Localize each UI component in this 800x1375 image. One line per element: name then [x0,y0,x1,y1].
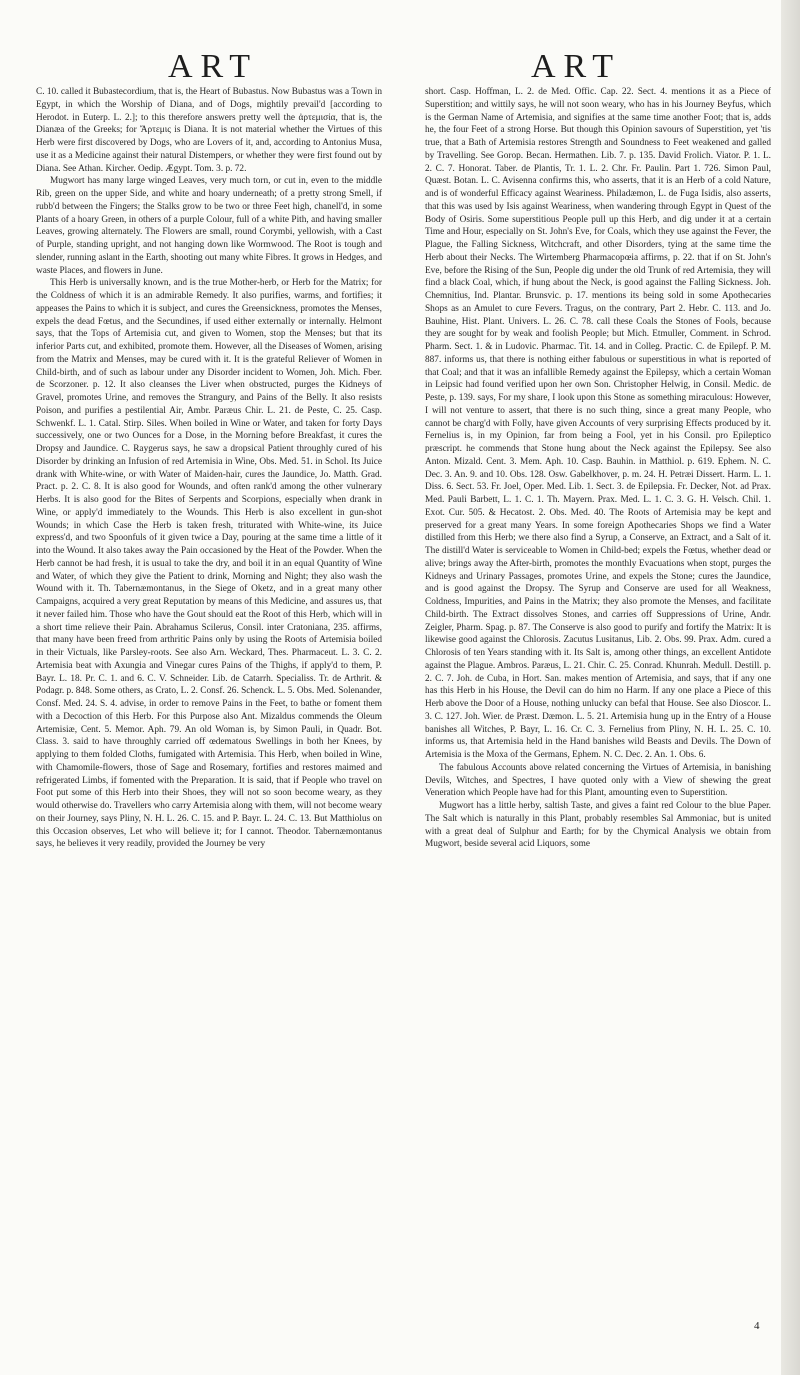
page-gutter-shadow [781,0,800,1375]
left-text-column [36,86,382,1316]
paragraph: C. 10. called it Bubastecordium, that is, the Heart of Bubastus. Now Bubastus was a Town in Egypt, in which the Worship of Diana, and of Dogs, mightily prevail'd [according to Herodot. in Euterp. L. 2.]; to this therefore answers pretty well the ἀρτεμισία, that is, the Dianæa of the Greeks; for Ἄρτεμις is Diana. It is not material whether the Virtues of this Herb were first discovered by Dogs, who are Lovers of it, and, according to Antonius Musa, use it as a Medicine against their natural Distempers, or whether they were first found out by Diana. See Athan. Kircher. Oedip. Ægypt. Tom. 3. p. 72. [36,87,382,174]
paragraph: The fabulous Accounts above related concerning the Virtues of Artemisia, in banishing Devils, Witches, and Spectres, I have quoted only with a View of shewing the great Veneration which People have had for this Plant, amounting even to Superstition. [425,762,771,799]
right-text-column [425,86,771,1316]
page-number: 4 [754,1320,760,1332]
paragraph: Mugwort has a little herby, saltish Taste, and gives a faint red Colour to the blue Paper. The Salt which is naturally in this Plant, probably resembles Sal Ammoniac, but is united with a great deal of Sulphur and Earth; for by the Chymical Analysis we obtain from Mugwort, beside several acid Liquors, some [425,801,771,850]
paragraph: short. Casp. Hoffman, L. 2. de Med. Offic. Cap. 22. Sect. 4. mentions it as a Piece of Superstition; and wittily says, he will not soon weary, who has in his Journey Beyfus, which is the German Name of Artemisia, and signifies at the same time another Foot; that is, adds he, the four Feet of a strong Horse. But though this Opinion savours of Superstition, yet 'tis true, that a Bath of Artemisia restores Strength and Soundness to Feet weakened and galled by Travelling. See Gorop. Becan. Hermathen. Lib. 7. p. 135. David Frolich. Viator. P. 1. L. 2. C. 7. Honorat. Taber. de Plantis, Tr. 1. L. 2. Chr. Fr. Paulin. Part 1. 726. Simon Paul, Quæst. Botan. L. C. Avisenna confirms this, who asserts, that it is an Herb of a cold Nature, and is of wonderful Efficacy against Weariness. Philadæmon, L. de Fuga Isidis, also asserts, that this was used by Isis against Weariness, when wandering through Egypt in Quest of the Body of Osiris. Some superstitious People pull up this Herb, and dig under it at a certain Time and Hour, especially on St. John's Eve, for Coals, which they use against the Fever, the Plague, the Falling Sickness, Witchcraft, and other Disorders, tying at the same time the Herb about their Necks. The Wirtemberg Pharmacopœia affirms, p. 22. that if on St. John's Eve, before the Rising of the Sun, People dig under the old Trunk of red Artemisia, they will find a black Coal, which, if hung about the Neck, is good against the Falling Sickness. Joh. Chemnitius, Ind. Plantar. Brunsvic. p. 17. mentions its being sold in some Apothecaries Shops as an Amulet to cure Fevers. Tragus, on the contrary, Part 2. Hebr. C. 113. and Jo. Bauhine, Hist. Plant. Univers. L. 26. C. 78. call these Coals the Stones of Fools, because they are sought for by weak and foolish People; but Mich. Etmuller, Comment. in Schrod. Pharm. Sect. 1. & in Ludovic. Pharmac. Tit. 14. and in Colleg. Practic. C. de Epilepf. P. M. 887. informs us, that there is nothing either fabulous or superstitious in what is reported of that Coal; and that it was an infallible Remedy against the Epilepsy, which a certain Woman in Leipsic had found verified upon her own Son. Christopher Helwig, in Consil. Medic. de Peste, p. 139. says, For my share, I look upon this Stone as something miraculous: However, I will not venture to assert, that there is no such thing, since a great many People, who cannot be charg'd with Folly, have given Accounts of very surprising Effects produced by it. Fernelius is, in my Opinion, far from being a Fool, yet in his Consil. pro Epileptico præscript. he commends that Stone hung about the Neck against the Epilepsy. See also Anton. Mizald. Cent. 3. Mem. Aph. 10. Casp. Bauhin. in Matthiol. p. 619. Ephem. N. C. Dec. 3. An. 9. and 10. Obs. 128. Osw. Gabelkhover, p. m. 24. H. Petræi Dissert. Harm. L. 1. Diss. 6. Sect. 53. Fr. Joel, Oper. Med. Lib. 1. Sect. 3. de Epilepsia. Fr. Decker, Not. ad Prax. Med. Pauli Barbett, L. 1. C. 1. Th. Mayern. Prax. Med. L. 1. C. 3. G. H. Velsch. Chil. 1. Exot. Cur. 505. & Hecatost. 2. Obs. Med. 40. The Roots of Artemisia may be kept and preserved for a great many Years. In some foreign Apothecaries Shops we find a Water distilled from this Herb; we there also find a Syrup, a Conserve, an Extract, and a Salt of it. The distill'd Water is serviceable to Women in Child-bed; expels the Fœtus, whether dead or alive; brings away the After-birth, promotes the monthly Evacuations when stopt, purges the Kidneys and Urinary Passages, promotes Urine, and expels the Stone; cures the Jaundice, and is good against the Dropsy. The Syrup and Conserve are used for all Weakness, Coldness, Impurities, and Pains in the Matrix; they also promote the Menses, and facilitate Child-birth. The Extract dissolves Stones, and carries off Suppressions of Urine, Andr. Zeigler, Pharm. Spag. p. 87. The Conserve is also good to purify and fortify the Matrix: It is likewise good against the Chlorosis. Zacutus Lusitanus, Lib. 2. Obs. 99. Prax. Adm. cured a Chlorosis of ten Years standing with it. Its Salt is, among other things, an excellent Antidote against the Plague. Ambros. Paræus, L. 21. Chir. C. 25. Conrad. Khunrah. Medull. Destill. p. 2. C. 7. Joh. de Cuba, in Hort. San. makes mention of Artemisia, and says, that if any one has this Herb in his House, the Devil can do him no Harm. If any one place a Piece of this Herb above the Door of a House, nothing unlucky can befal that House. See also Dioscor. L. 3. C. 127. Joh. Wier. de Præst. Dæmon. L. 5. 21. Artemisia hung up in the Entry of a House banishes all Witches, P. Bayr, L. 16. Cr. C. 3. Fernelius from Pliny, N. H. L. 25. C. 10. informs us, that Artemisia held in the Hand banishes wild Beasts and Devils. The Down of Artemisia is the Moxa of the Germans, Ephem. N. C. Dec. 2. An. 1. Obs. 6. [425,87,771,760]
paragraph: Mugwort has many large winged Leaves, very much torn, or cut in, even to the middle Rib, green on the upper Side, and white and hoary underneath; of a pretty strong Smell, if rubb'd between the Fingers; the Stalks grow to be two or three Feet high, chanell'd, in some Plants of a hoary Green, in others of a purple Colour, full of a white Pith, and having smaller Leaves, growing alternately. The Flowers are small, round Corymbi, yellowish, with a Cast of Purple, standing upright, and not hanging down like Wormwood. The Root is tough and slender, running aslant in the Earth, shooting out many white Fibres. It grows in Hedges, and waste Places, and flowers in June. [36,176,382,276]
paragraph: This Herb is universally known, and is the true Mother-herb, or Herb for the Matrix; for the Coldness of which it is an admirable Remedy. It also purifies, warms, and fortifies; it appeases the Pains to which it is subject, and cures the Greensickness, promotes the Menses, expels the dead Fœtus, and the Secundines, if used either externally or internally. Helmont says, that the Tops of Artemisia cut, and given to Women, stop the Menses; but that its inferior Parts cut, and exhibited, promote them. However, all the Diseases of Women, arising from the Matrix and Menses, may be cured with it. It is the grateful Reliever of Women in Child-birth, and of such as labour under any Disorder incident to Women, Joh. Mich. Fber. de Scorzoner. p. 12. It also cleanses the Liver when obstructed, purges the Kidneys of Gravel, promotes Urine, and removes the Strangury, and Pains of the Belly. It also resists Poison, and purifies a pestilential Air, Ambr. Paræus Chir. L. 21. de Peste, C. 25. Casp. Schwenkf. L. 1. Catal. Stirp. Siles. When boiled in Wine or Water, and taken for forty Days successively, one or two Ounces for a Dose, in the Morning before Breakfast, it cures the Dropsy and Jaundice. C. Raygerus says, he saw a dropsical Patient throughly cured of his Disorder by drinking an Infusion of red Artemisia in Wine, Obs. Med. 51. in Schol. Its Juice drank with White-wine, or with Water of Maiden-hair, cures the Jaundice, Jo. Matth. Grad. Pract. p. 2. C. 8. It is also good for Wounds, and often rank'd among the other vulnerary Herbs. It is also good for the Bites of Serpents and Scorpions, especially when drank in Wine, or apply'd immediately to the Wounds. This Herb is also excellent in gun-shot Wounds; in which Case the Herb is taken fresh, triturated with White-wine, its Juice express'd, and two Spoonfuls of it given twice a Day, pouring at the same time a little of it into the Wound. It also takes away the Pain occasioned by the Heat of the Powder. When the Herb cannot be had fresh, it is usual to take the dry, and boil it in an equal Quantity of Wine and Water, of which they give the Patient to drink, Morning and Night; they also wash the Wound with it. Th. Tabernæmontanus, in the Siege of Oketz, and in a great many other Campaigns, acquired a very great Reputation by means of this Medicine, and assures us, that it never failed him. Those who have the Gout should eat the Root of this Herb, which will in a short time relieve their Pain. Abrahamus Scilerus, Consil. inter Cratoniana, 235. affirms, that many have been freed from arthritic Pains only by using the Roots of Artemisia boiled in their Victuals, like Parsley-roots. See also Arn. Weckard, Thes. Pharmaceut. L. 3. C. 2. Artemisia beat with Axungia and Vinegar cures Pains of the Thighs, if apply'd to them, P. Bayr. L. 18. Pr. C. 1. and 6. C. V. Schneider. Lib. de Catarrh. Specialiss. Tr. de Arthrit. & Podagr. p. 848. Some others, as Crato, L. 2. Consf. 26. Schenck. L. 5. Obs. Med. Solenander, Consf. Med. 24. S. 4. advise, in order to remove Pains in the Feet, to bathe or foment them with a Decoction of this Herb. For this Purpose also Ant. Mizaldus commends the Oleum Artemisiæ, Cent. 5. Memor. Aph. 79. An old Woman is, by Simon Pauli, in Quadr. Bot. Class. 3. said to have throughly carried off œdematous Swellings in both her Knees, by applying to them folded Cloths, fumigated with Artemisia. This Herb, when boiled in Wine, with Chamomile-flowers, those of Sage and Rosemary, fortifies and restores maimed and refrigerated Limbs, if fomented with the Preparation. It is said, that if People who travel on Foot put some of this Herb into their Shoes, they will not so soon become weary, as they would otherwise do. Travellers who carry Artemisia along with them, will not become weary on their Journey, says Pliny, N. H. L. 26. C. 15. and P. Bayr. L. 24. C. 13. But Matthiolus on this Occasion observes, Let who will believe it; for I cannot. Theodor. Tabernæmontanus says, he believes it very readily, provided the Journey be very [36,278,382,850]
running-head-right: ART [531,48,621,85]
running-head-left: ART [168,48,258,85]
